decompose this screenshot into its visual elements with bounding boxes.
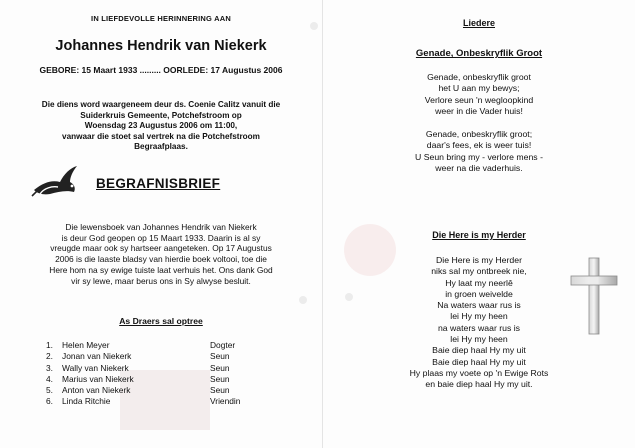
bearer-number: 1. [46, 340, 53, 350]
lyric-line: lei Hy my heen [450, 311, 508, 322]
service-details [8, 100, 314, 153]
bearer-name: Helen Meyer [62, 340, 110, 350]
bearer-number: 5. [46, 385, 53, 396]
bearer-name: Jonan van Niekerk [62, 351, 132, 362]
hymn-title: Genade, Onbeskryflik Groot [415, 48, 543, 59]
birth-death-dates: GEBORE: 15 Maart 1933 ......... OORLEDE: 17 Augustus 2006 [39, 65, 283, 75]
bearer-name: Anton van Niekerk [62, 385, 131, 396]
lyric-line: lei Hy my heen [450, 334, 508, 345]
cross-icon [569, 256, 619, 336]
body-line: Here hom na sy ewige tuiste laat verhuis het. Ons dank God [49, 264, 273, 275]
bearer-relation: Seun [210, 362, 230, 373]
brochure-title: BEGRAFNISBRIEF [96, 176, 221, 191]
pallbearers-list [46, 340, 296, 408]
list-item [46, 385, 296, 396]
service-line: Woensdag 23 Augustus 2006 om 11:00, [84, 121, 238, 131]
lyric-line: weer in die Vader huis! [435, 106, 523, 117]
right-panel [323, 0, 635, 448]
service-line: Suiderkruis Gemeente, Potchefstroom op [80, 110, 242, 120]
body-line: vreugde maar ook sy hartseer aangeteken. Op 17 Augustus [50, 243, 272, 254]
bearer-number: 6. [46, 396, 53, 407]
bearer-number: 2. [46, 351, 53, 362]
lyric-line: het U aan my bewys; [438, 83, 520, 94]
memorial-header: IN LIEFDEVOLLE HERINNERING AAN [91, 14, 231, 23]
bearer-name: Marius van Niekerk [62, 373, 134, 384]
list-item [46, 340, 296, 351]
hymn-lyrics [323, 72, 635, 175]
bearer-relation: Seun [210, 385, 230, 396]
hymn-title: Die Here is my Herder [432, 230, 526, 240]
pallbearers-heading: As Draers sal optree [119, 316, 203, 326]
service-line: vanwaar die stoet sal vertrek na die Potchefstroom [62, 131, 260, 141]
service-line: Die diens word waargeneem deur ds. Coenie Calitz vanuit die [41, 100, 281, 109]
lyric-line: U Seun bring my - verlore mens - [415, 151, 543, 162]
bearer-relation: Dogter [210, 340, 236, 350]
body-line: Die lewensboek van Johannes Hendrik van Niekerk [65, 222, 257, 232]
bearer-relation: Vriendin [210, 396, 241, 407]
lyric-line: na waters waar rus is [437, 322, 521, 333]
lyric-line: Hy laat my neerlê [445, 277, 513, 288]
list-item [46, 396, 296, 407]
lyric-line: Genade, onbeskryflik groot [427, 72, 531, 82]
bearer-name: Linda Ritchie [62, 396, 111, 407]
service-line: Begraafplaas. [134, 142, 188, 152]
memorial-text [8, 222, 314, 286]
lyric-line: Hy plaas my voete op 'n Ewige Rots [409, 367, 549, 378]
bearer-name: Wally van Niekerk [62, 362, 129, 373]
bearer-number: 3. [46, 362, 53, 373]
lyric-line [323, 118, 635, 129]
body-line: vir sy lewe, maar berus ons in Sy alwyse besluit. [71, 275, 251, 286]
body-line: 2006 is die laaste bladsy van hierdie boek voltooi, toe die [55, 254, 267, 265]
lyric-line: en baie diep haal Hy my uit. [425, 379, 533, 390]
list-item [46, 351, 296, 362]
lyric-line: Baie diep haal Hy my uit [432, 356, 526, 367]
deceased-name: Johannes Hendrik van Niekerk [55, 38, 267, 54]
lyric-line: daar's fees, ek is weer tuis! [426, 140, 532, 151]
lyric-line: weer na die vaderhuis. [435, 163, 523, 174]
bearer-relation: Seun [210, 373, 230, 384]
bearer-relation: Seun [210, 351, 230, 362]
lyric-line: Baie diep haal Hy my uit [432, 345, 526, 356]
dove-icon [30, 160, 80, 198]
list-item [46, 374, 296, 385]
lyric-line: Genade, onbeskryflik groot; [425, 129, 533, 140]
songs-heading: Liedere [462, 18, 495, 28]
body-line: is deur God geopen op 15 Maart 1933. Daarin is al sy [61, 232, 261, 243]
lyric-line: niks sal my ontbreek nie, [431, 266, 527, 277]
lyric-line: in groen weivelde [445, 288, 513, 299]
bearer-number: 4. [46, 373, 53, 384]
lyric-line: Verlore seun 'n wegloopkind [424, 94, 534, 105]
lyric-line: Die Here is my Herder [436, 255, 522, 265]
list-item [46, 363, 296, 374]
lyric-line: Na waters waar rus is [437, 300, 521, 311]
